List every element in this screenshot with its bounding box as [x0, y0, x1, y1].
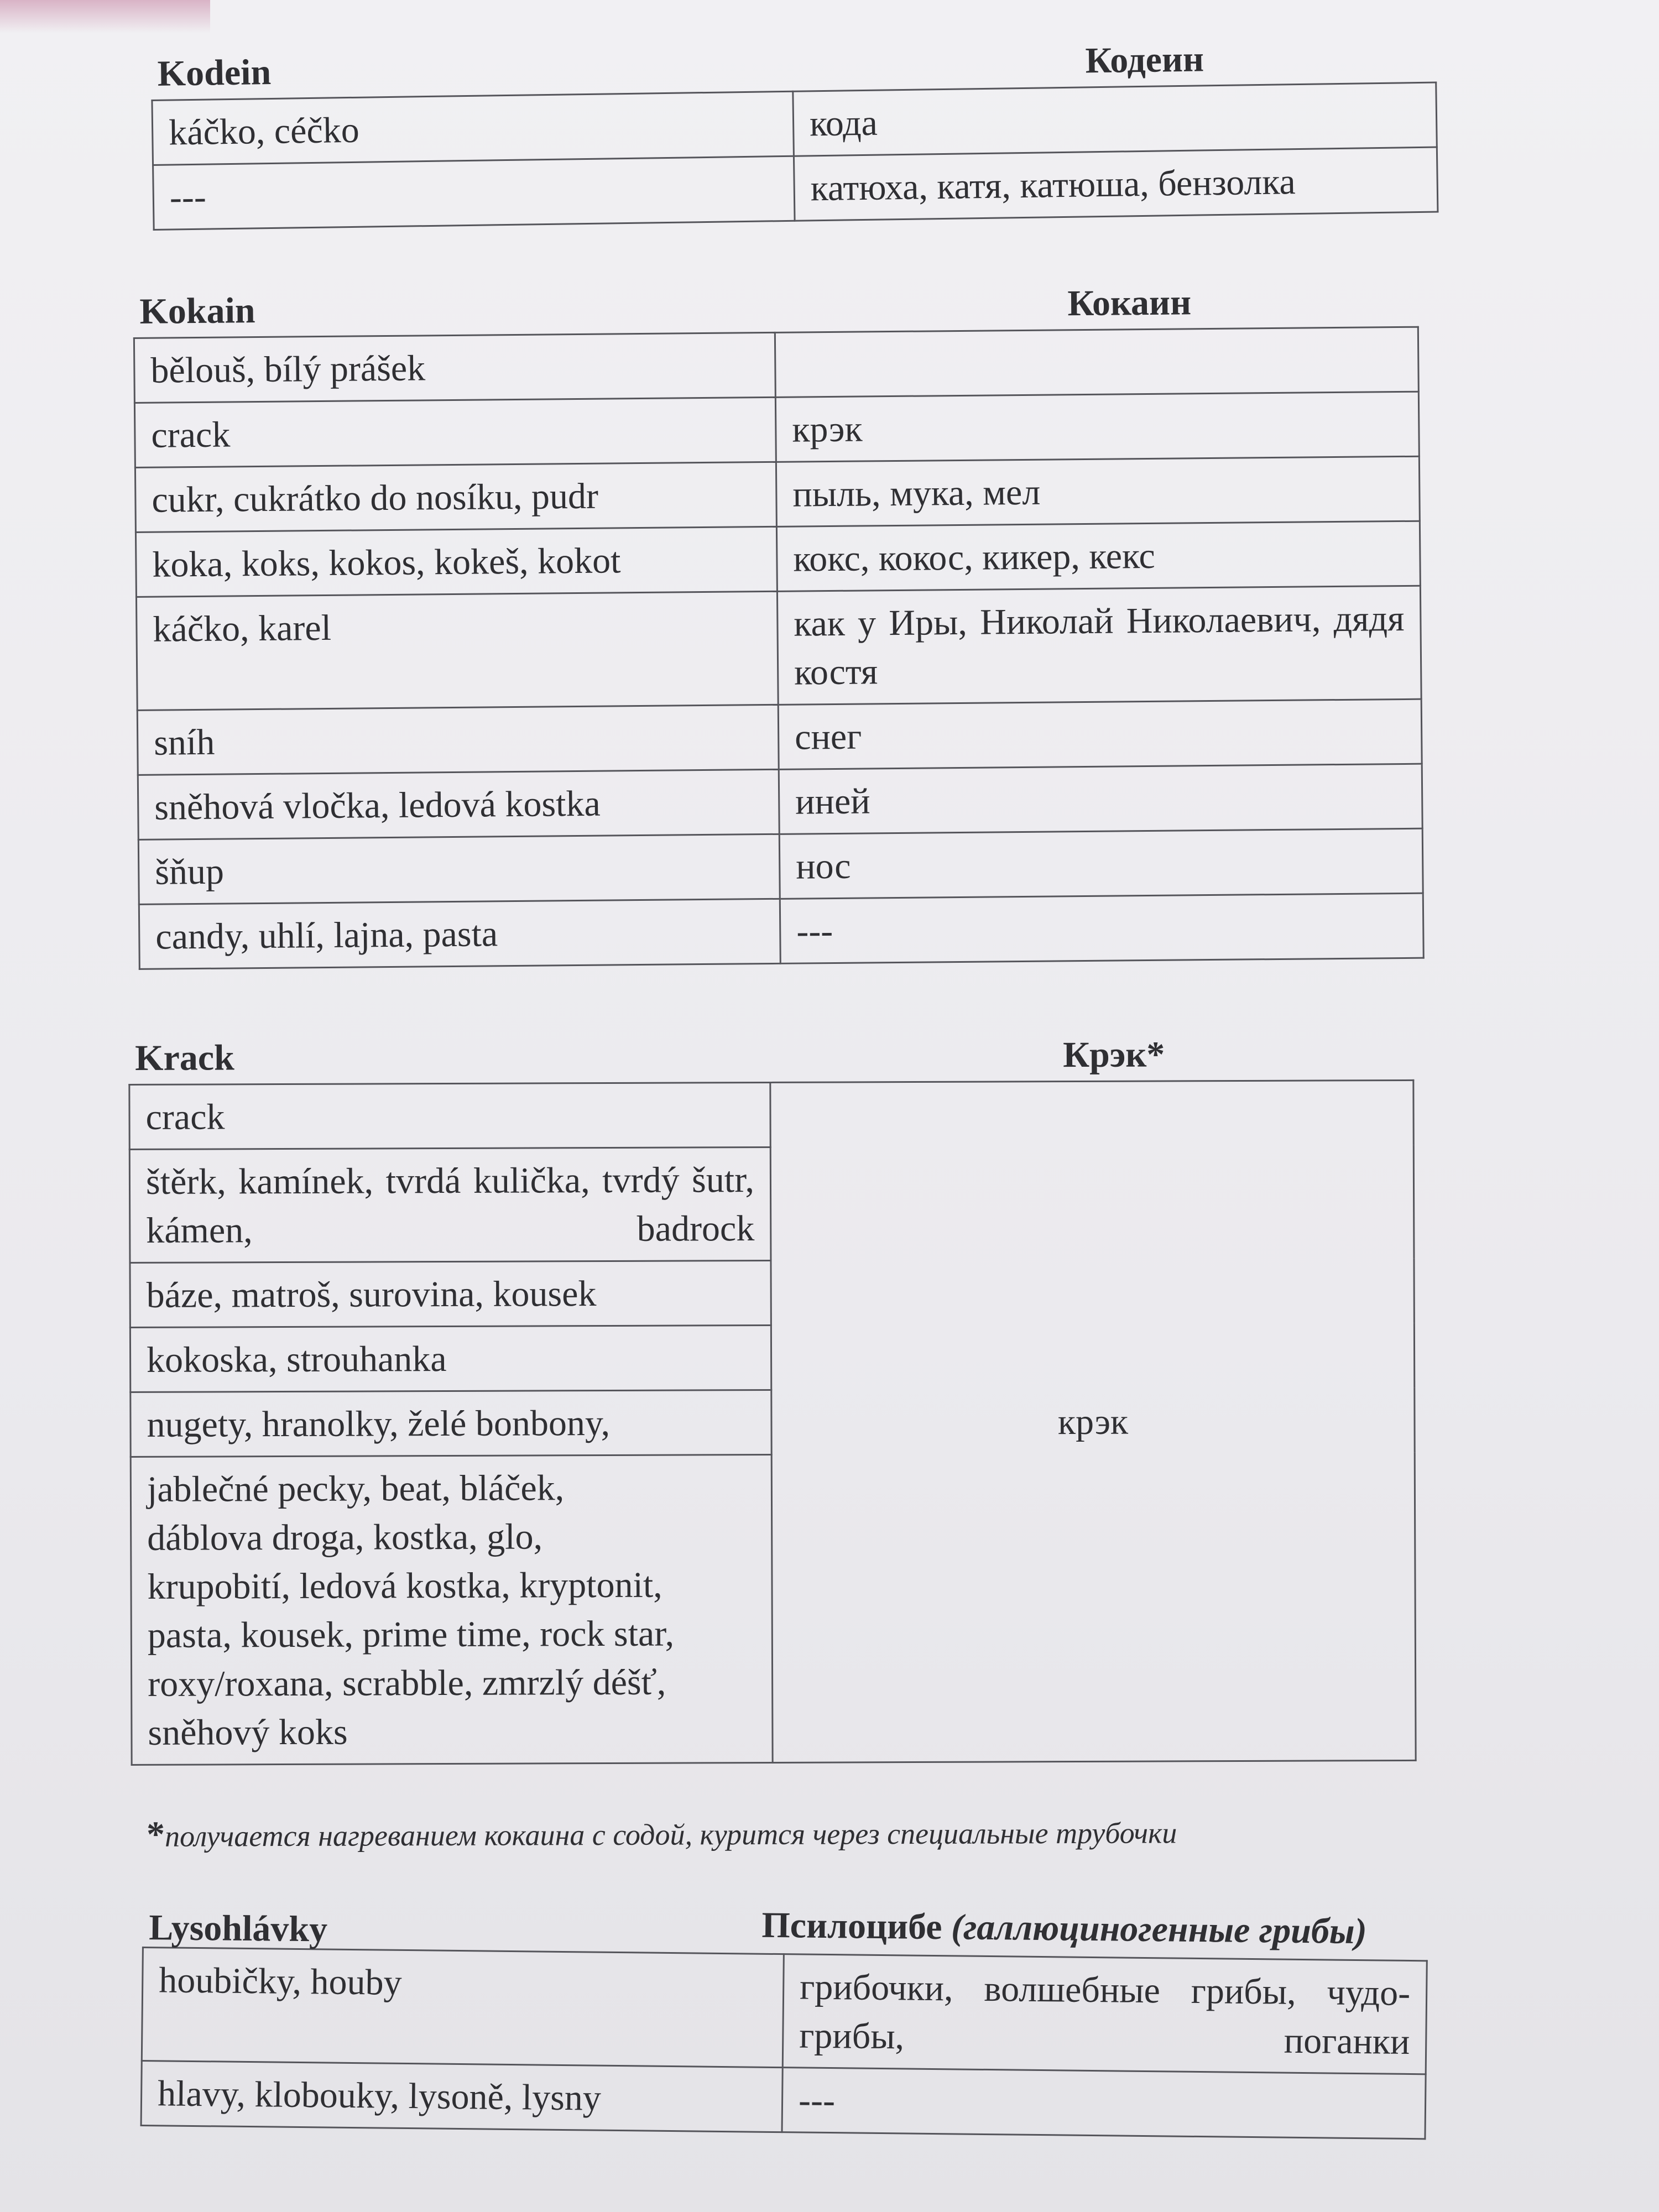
table-row — [139, 893, 1423, 969]
cz-cell: hlavy, klobouky, lysoně, lysny — [141, 2060, 782, 2132]
section-title-ru: Кокаин — [1067, 282, 1192, 324]
table-row — [138, 828, 1423, 904]
section-title-ru: Крэк* — [1063, 1034, 1165, 1076]
table-row — [129, 1080, 1413, 1149]
table-row — [138, 764, 1422, 839]
section-lysohlavky — [140, 1891, 1428, 2140]
footnote — [147, 1810, 1177, 1856]
table-row — [136, 586, 1421, 710]
ru-cell: снег — [778, 699, 1422, 769]
section-title-ru: Кодеин — [1085, 39, 1204, 81]
table-row — [134, 392, 1419, 467]
krack-table — [128, 1079, 1416, 1766]
table-row — [135, 521, 1420, 597]
ru-cell: --- — [780, 893, 1423, 963]
section-krack — [128, 1024, 1417, 1855]
table-row — [135, 456, 1420, 532]
cz-cell: štěrk, kamínek, tvrdá kulička, tvrdý šutr, kámen, badrock — [129, 1147, 771, 1262]
ru-cell: пыль, мука, мел — [776, 456, 1420, 526]
corner-shadow — [0, 0, 210, 33]
footnote-mark: * — [146, 1814, 165, 1855]
lysohlavky-table — [140, 1947, 1428, 2140]
cz-cell: bělouš, bílý prášek — [134, 332, 775, 403]
cz-cell: --- — [153, 156, 795, 229]
cz-cell: káčko, karel — [136, 591, 778, 710]
ru-cell: иней — [779, 764, 1422, 834]
ru-cell: кода — [793, 82, 1437, 156]
section-title-cz: Kokain — [139, 290, 255, 332]
cz-cell: koka, koks, kokos, kokeš, kokot — [135, 526, 777, 597]
kokain-table — [133, 326, 1425, 970]
ru-cell: крэк — [775, 392, 1419, 462]
section-title-ru-note: (галлюциногенные грибы) — [951, 1907, 1368, 1952]
ru-cell: нос — [779, 828, 1423, 899]
table-row — [142, 1948, 1427, 2074]
section-title-ru: Псилоцибе (галлюциногенные грибы) — [761, 1905, 1368, 1952]
ru-cell: крэк — [770, 1080, 1416, 1762]
ru-cell: грибочки, волшебные грибы, чудо-грибы, поганки — [782, 1954, 1427, 2074]
section-title-cz: Krack — [135, 1037, 234, 1078]
cz-cell: báze, matroš, surovina, kousek — [130, 1260, 771, 1327]
cz-cell: crack — [134, 397, 776, 467]
kodein-table — [151, 82, 1438, 231]
cz-cell: nugety, hranolky, želé bonbony, — [131, 1390, 771, 1457]
table-row — [141, 2060, 1426, 2138]
cz-cell: kokoska, strouhanka — [130, 1325, 771, 1392]
section-kodein — [150, 27, 1438, 231]
table-row — [137, 699, 1422, 775]
cz-cell: houbičky, houby — [142, 1948, 784, 2068]
table-row — [134, 327, 1418, 403]
ru-cell — [775, 327, 1418, 397]
ru-cell: --- — [782, 2068, 1426, 2139]
cz-cell: candy, uhlí, lajna, pasta — [139, 899, 780, 969]
cz-cell: jablečné pecky, beat, bláček, dáblova droga, kostka, glo, krupobití, ledová kostka, kryptonit, pasta, kousek, prime time, rock star, roxy/roxana, scrabble, zmrzlý déšť, sněhový koks — [131, 1454, 773, 1765]
section-title-cz: Kodein — [157, 51, 272, 94]
section-title-cz: Lysohlávky — [148, 1907, 328, 1950]
cz-cell: sníh — [137, 705, 779, 775]
cz-cell: káčko, céčko — [152, 91, 794, 165]
ru-cell: катюха, катя, катюша, бензолка — [794, 147, 1438, 221]
cz-cell: crack — [129, 1082, 770, 1149]
ru-cell: кокс, кокос, кикер, кекс — [776, 521, 1420, 591]
cz-cell: cukr, cukrátko do nosíku, pudr — [135, 462, 776, 532]
ru-cell: как у Иры, Николай Николаевич, дядя костя — [777, 586, 1421, 705]
cz-cell: šňup — [138, 834, 780, 904]
footnote-text: получается нагреванием кокаина с содой, курится через специальные трубочки — [164, 1816, 1177, 1853]
section-kokain — [133, 271, 1425, 970]
cz-cell: sněhová vločka, ledová kostka — [138, 769, 779, 839]
